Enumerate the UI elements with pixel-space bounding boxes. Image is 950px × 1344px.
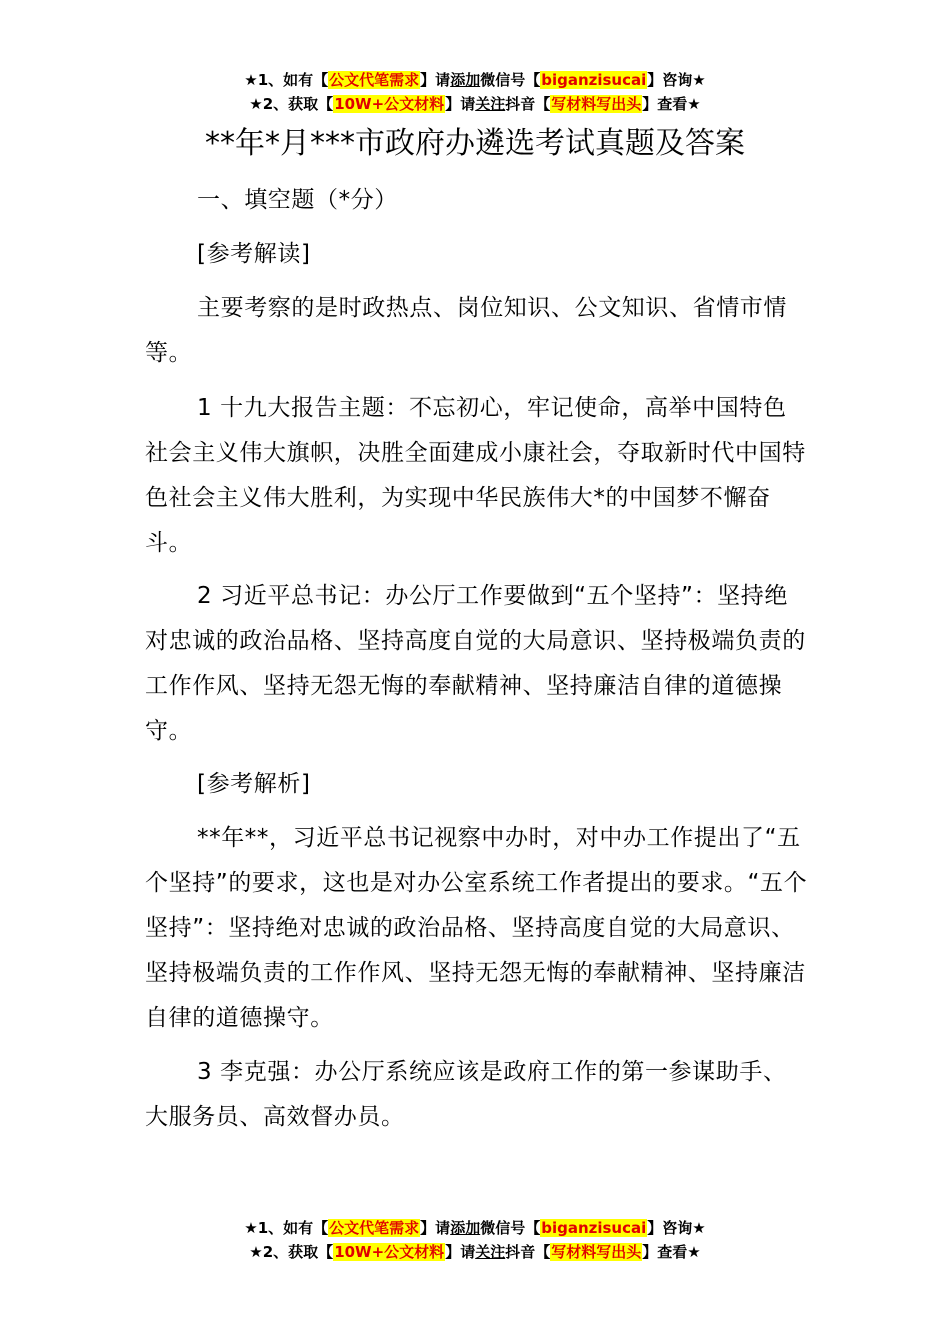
banner-line-2: ★2、获取【10W+公文材料】请关注抖音【写材料写出头】查看★: [249, 1243, 701, 1261]
highlight-materials: 10W+公文材料: [334, 95, 445, 113]
reference-reading-label: [参考解读]: [197, 241, 311, 267]
document-title: **年*月***市政府办遴选考试真题及答案: [205, 126, 745, 161]
highlight-douyin: 写材料写出头: [551, 1243, 642, 1261]
section-heading: 一、填空题（*分）: [197, 187, 398, 213]
highlight-douyin: 写材料写出头: [551, 95, 642, 113]
banner-line-2: ★2、获取【10W+公文材料】请关注抖音【写材料写出头】查看★: [249, 95, 701, 113]
highlight-service: 公文代笔需求: [329, 1219, 420, 1237]
reference-analysis-label: [参考解析]: [197, 771, 311, 797]
item-3-paragraph: 3 李克强：办公厅系统应该是政府工作的第一参谋助手、大服务员、高效督办员。: [145, 1059, 787, 1130]
highlight-materials: 10W+公文材料: [334, 1243, 445, 1261]
analysis-paragraph: **年**，习近平总书记视察中办时，对中办工作提出了“五个坚持”的要求，这也是对办公室系统工作者提出的要求。“五个坚持”：坚持绝对忠诚的政治品格、坚持高度自觉的大局意识、坚持极端负责的工作作风、坚持无怨无悔的奉献精神、坚持廉洁自律的道德操守。: [145, 825, 808, 1031]
banner-line-1: ★1、如有【公文代笔需求】请添加微信号【biganzisucai】咨询★: [244, 1219, 706, 1237]
highlight-wechat-id: biganzisucai: [541, 71, 647, 89]
footer-banner: [0, 1216, 950, 1264]
header-banner: [0, 68, 950, 116]
item-2-paragraph: 2 习近平总书记：办公厅工作要做到“五个坚持”：坚持绝对忠诚的政治品格、坚持高度自觉的大局意识、坚持极端负责的工作作风、坚持无怨无悔的奉献精神、坚持廉洁自律的道德操守。: [145, 583, 806, 744]
highlight-service: 公文代笔需求: [329, 71, 420, 89]
highlight-wechat-id: biganzisucai: [541, 1219, 647, 1237]
intro-paragraph: 主要考察的是时政热点、岗位知识、公文知识、省情市情等。: [145, 295, 787, 366]
item-1-paragraph: 1 十九大报告主题：不忘初心，牢记使命，高举中国特色社会主义伟大旗帜，决胜全面建成小康社会，夺取新时代中国特色社会主义伟大胜利，为实现中华民族伟大*的中国梦不懈奋斗。: [145, 395, 806, 556]
banner-line-1: ★1、如有【公文代笔需求】请添加微信号【biganzisucai】咨询★: [244, 71, 706, 89]
